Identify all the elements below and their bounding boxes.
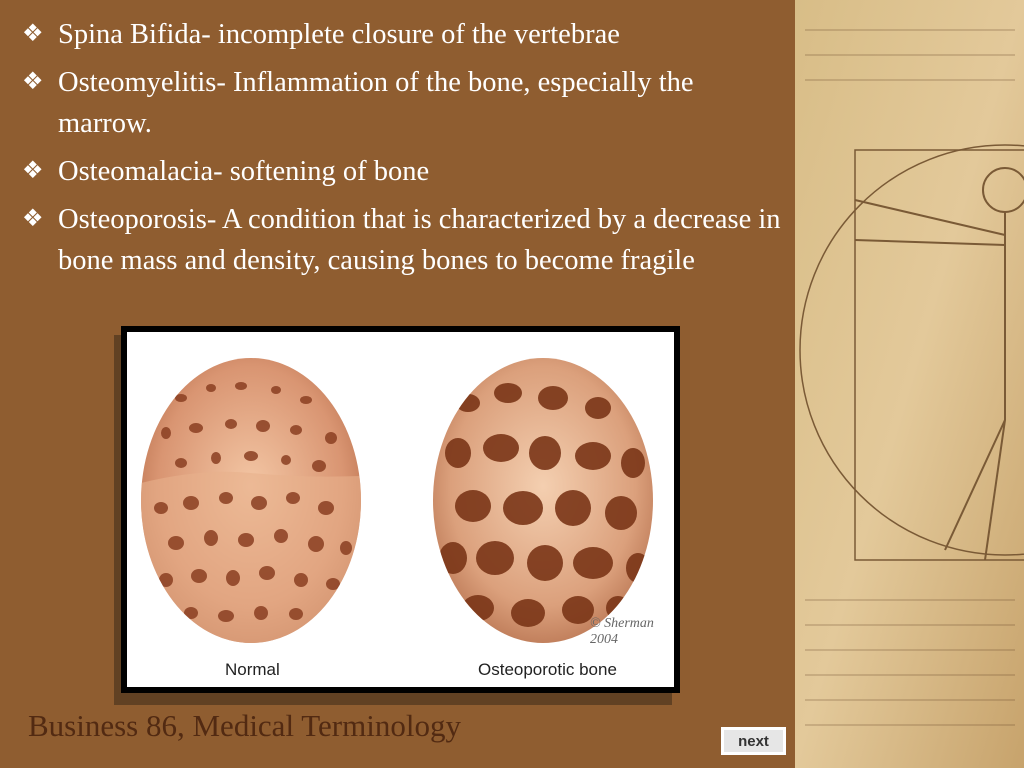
diamond-bullet-icon: ❖	[22, 21, 44, 47]
footer-text: Business 86, Medical Terminology	[28, 708, 461, 743]
bullet-item	[22, 62, 782, 144]
diamond-bullet-icon: ❖	[22, 69, 44, 95]
bullet-text: Osteoporosis- A condition that is characterized by a decrease in bone mass and density, causing bones to become fragile	[58, 204, 781, 276]
bullet-text: Osteomalacia- softening of bone	[58, 156, 430, 187]
osteoporotic-bone-image	[433, 358, 653, 643]
bullet-item	[22, 14, 782, 55]
bullet-item	[22, 199, 782, 281]
bullet-list	[22, 14, 782, 288]
bullet-item	[22, 151, 782, 192]
bullet-text: Osteomyelitis- Inflammation of the bone, especially the marrow.	[58, 67, 694, 139]
normal-bone-image	[141, 358, 361, 643]
bullet-text: Spina Bifida- incomplete closure of the vertebrae	[58, 19, 620, 50]
bone-comparison-figure	[121, 326, 680, 693]
vitruvian-man-image	[795, 0, 1024, 768]
osteoporotic-caption: Osteoporotic bone	[478, 660, 617, 679]
artist-signature: © Sherman 2004	[590, 616, 654, 647]
normal-caption: Normal	[225, 660, 280, 679]
next-button[interactable]: next	[721, 727, 786, 755]
diamond-bullet-icon: ❖	[22, 158, 44, 184]
diamond-bullet-icon: ❖	[22, 206, 44, 232]
